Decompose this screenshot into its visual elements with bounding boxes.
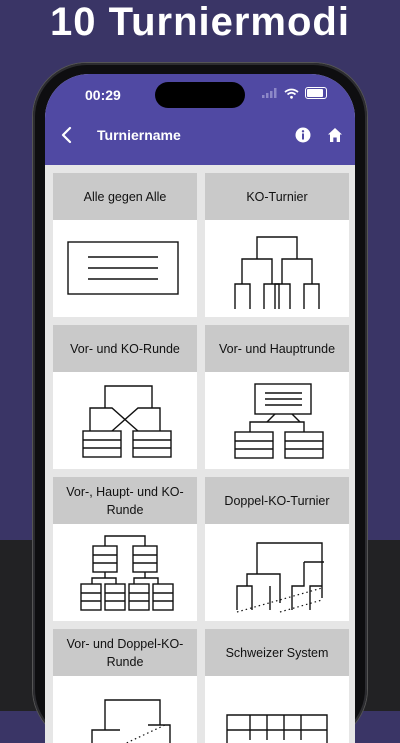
app-title: Turniername xyxy=(97,127,181,143)
mode-card-schweizer-system[interactable] xyxy=(205,629,349,743)
table-icon xyxy=(60,224,190,314)
mode-card-ko-turnier[interactable] xyxy=(205,173,349,317)
back-arrow-icon[interactable] xyxy=(57,125,77,145)
battery-icon xyxy=(305,87,327,99)
mode-card-label: Alle gegen Alle xyxy=(53,173,197,220)
mode-card-label: Vor-, Haupt- und KO-Runde xyxy=(53,477,197,524)
signal-icon xyxy=(262,88,278,98)
group-main-ko-icon xyxy=(60,528,190,618)
mode-card-doppel-ko-turnier[interactable] xyxy=(205,477,349,621)
mode-card-label: Vor- und KO-Runde xyxy=(53,325,197,372)
promo-title: 10 Turniermodi xyxy=(0,0,400,44)
mode-grid xyxy=(53,165,349,743)
mode-card-label: Vor- und Doppel-KO-Runde xyxy=(53,629,197,676)
mode-card-label: Vor- und Hauptrunde xyxy=(205,325,349,372)
group-ko-icon xyxy=(60,376,190,466)
mode-card-vor-und-hauptrunde[interactable] xyxy=(205,325,349,469)
group-double-ko-icon xyxy=(60,680,190,743)
mode-card-vor-haupt-und-ko-runde[interactable] xyxy=(53,477,197,621)
group-main-icon xyxy=(212,376,342,466)
mode-card-label: Schweizer System xyxy=(205,629,349,676)
swiss-system-icon xyxy=(212,680,342,743)
status-icons xyxy=(262,87,327,99)
dynamic-island xyxy=(155,82,245,108)
mode-card-vor-und-ko-runde[interactable] xyxy=(53,325,197,469)
double-ko-icon xyxy=(212,528,342,618)
wifi-icon xyxy=(284,88,299,99)
status-time: 00:29 xyxy=(85,87,121,103)
mode-card-vor-und-doppel-ko-runde[interactable] xyxy=(53,629,197,743)
home-icon[interactable] xyxy=(327,127,343,143)
info-icon[interactable] xyxy=(295,127,311,143)
phone-screen xyxy=(45,74,355,743)
bracket-icon xyxy=(212,224,342,314)
phone-frame xyxy=(33,63,367,743)
app-bar xyxy=(45,74,355,165)
mode-card-alle-gegen-alle[interactable] xyxy=(53,173,197,317)
mode-card-label: Doppel-KO-Turnier xyxy=(205,477,349,524)
mode-card-label: KO-Turnier xyxy=(205,173,349,220)
